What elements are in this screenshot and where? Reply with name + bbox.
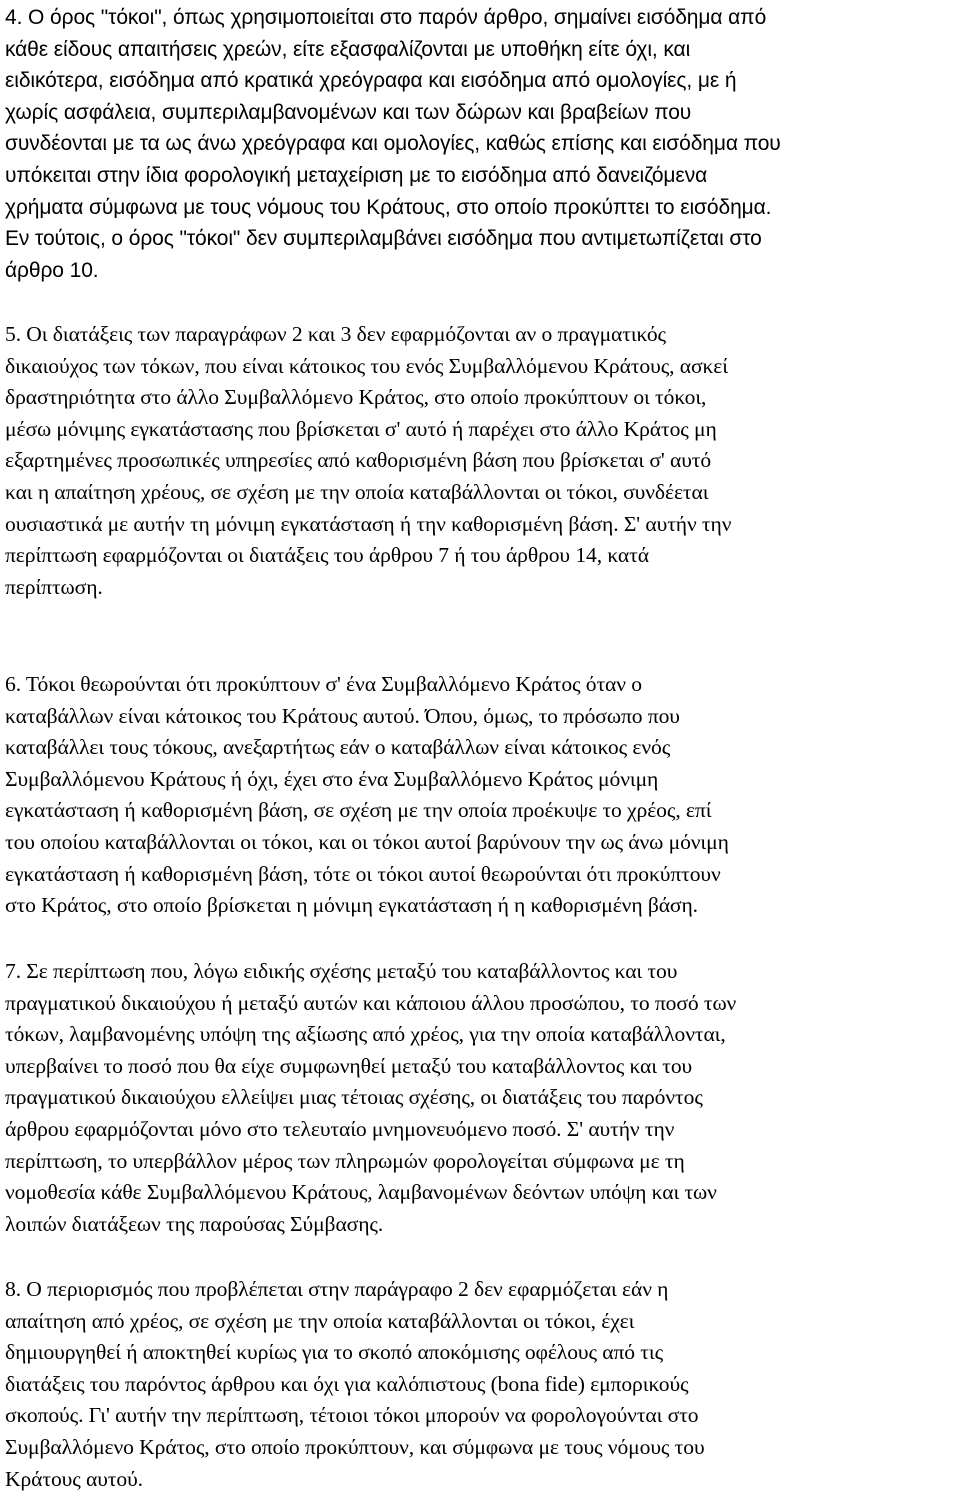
text-line: ειδικότερα, εισόδημα από κρατικά χρεόγραφα και εισόδημα από ομολογίες, με ή xyxy=(5,69,737,93)
paragraph-6 xyxy=(5,669,955,922)
text-line: εξαρτημένες προσωπικές υπηρεσίες από καθορισμένη βάση που βρίσκεται σ' αυτό xyxy=(5,448,712,473)
text-line: 5. Οι διατάξεις των παραγράφων 2 και 3 δεν εφαρμόζονται αν ο πραγματικός xyxy=(5,322,667,346)
text-line: 7. Σε περίπτωση που, λόγω ειδικής σχέσης μεταξύ του καταβάλλοντος και του xyxy=(5,959,678,983)
text-line: υπόκειται στην ίδια φορολογική μεταχείριση με το εισόδημα από δανειζόμενα xyxy=(5,163,708,187)
text-line: καταβάλλει τους τόκους, ανεξαρτήτως εάν ο καταβάλλων είναι κάτοικος ενός xyxy=(5,735,671,760)
text-line: σκοπούς. Γι' αυτήν την περίπτωση, τέτοιοι τόκοι μπορούν να φορολογούνται στο xyxy=(5,1403,699,1428)
text-line: στο Κράτος, στο οποίο βρίσκεται η μόνιμη εγκατάσταση ή η καθορισμένη βάση. xyxy=(5,893,698,918)
text-line: άρθρο 10. xyxy=(5,258,99,282)
text-line: 8. Ο περιορισμός που προβλέπεται στην παράγραφο 2 δεν εφαρμόζεται εάν η xyxy=(5,1277,669,1301)
text-line: νομοθεσία κάθε Συμβαλλόμενου Κράτους, λαμβανομένων δεόντων υπόψη και των xyxy=(5,1180,717,1205)
text-line: λοιπών διατάξεων της παρούσας Σύμβασης. xyxy=(5,1211,384,1236)
text-line: Εν τούτοις, ο όρος "τόκοι" δεν συμπεριλαμβάνει εισόδημα που αντιμετωπίζεται στο xyxy=(5,227,762,251)
text-line: περίπτωση εφαρμόζονται οι διατάξεις του άρθρου 7 ή του άρθρου 14, κατά xyxy=(5,543,649,568)
text-line: μέσω μόνιμης εγκατάστασης που βρίσκεται σ' αυτό ή παρέχει στο άλλο Κράτος μη xyxy=(5,416,717,441)
text-line: τόκων, λαμβανομένης υπόψη της αξίωσης από χρέος, για την οποία καταβάλλονται, xyxy=(5,1022,726,1047)
text-line: καταβάλλων είναι κάτοικος του Κράτους αυτού. Όπου, όμως, το πρόσωπο που xyxy=(5,703,680,728)
text-line: δικαιούχος των τόκων, που είναι κάτοικος του ενός Συμβαλλόμενου Κράτους, ασκεί xyxy=(5,353,728,378)
text-line: χρήματα σύμφωνα με τους νόμους του Κράτους, στο οποίο προκύπτει το εισόδημα. xyxy=(5,195,772,219)
text-line: κάθε είδους απαιτήσεις χρεών, είτε εξασφαλίζονται με υποθήκη είτε όχι, και xyxy=(5,37,691,61)
text-line: υπερβαίνει το ποσό που θα είχε συμφωνηθεί μεταξύ του καταβάλλοντος και του xyxy=(5,1053,693,1078)
text-line: και η απαίτηση χρέους, σε σχέση με την οποία καταβάλλονται οι τόκοι, συνδέεται xyxy=(5,479,709,504)
text-line: Κράτους αυτού. xyxy=(5,1466,143,1491)
text-line: δημιουργηθεί ή αποκτηθεί κυρίως για το σκοπό αποκόμισης οφέλους από τις xyxy=(5,1340,664,1365)
paragraph-5 xyxy=(5,319,955,603)
text-line: πραγματικού δικαιούχου ή μεταξύ αυτών και κάποιου άλλου προσώπου, το ποσό των xyxy=(5,990,737,1015)
text-line: ουσιαστικά με αυτήν τη μόνιμη εγκατάσταση ή την καθορισμένη βάση. Σ' αυτήν την xyxy=(5,511,732,536)
text-line: του οποίου καταβάλλονται οι τόκοι, και οι τόκοι αυτοί βαρύνουν την ως άνω μόνιμη xyxy=(5,829,729,854)
text-line: συνδέονται με τα ως άνω χρεόγραφα και ομολογίες, καθώς επίσης και εισόδημα που xyxy=(5,132,781,156)
text-line: περίπτωση. xyxy=(5,574,103,599)
text-line: άρθρου εφαρμόζονται μόνο στο τελευταίο μνημονευόμενο ποσό. Σ' αυτήν την xyxy=(5,1116,675,1141)
text-line: απαίτηση από χρέος, σε σχέση με την οποία καταβάλλονται οι τόκοι, έχει xyxy=(5,1308,635,1333)
paragraph-7 xyxy=(5,956,955,1240)
text-line: 4. Ο όρος "τόκοι", όπως χρησιμοποιείται στο παρόν άρθρο, σημαίνει εισόδημα από xyxy=(5,6,767,29)
paragraph-4 xyxy=(5,2,955,286)
text-line: πραγματικού δικαιούχου ελλείψει μιας τέτοιας σχέσης, οι διατάξεις του παρόντος xyxy=(5,1085,703,1110)
text-line: διατάξεις του παρόντος άρθρου και όχι για καλόπιστους (bona fide) εμπορικούς xyxy=(5,1371,689,1396)
text-line: Συμβαλλόμενο Κράτος, στο οποίο προκύπτουν, και σύμφωνα με τους νόμους του xyxy=(5,1434,705,1459)
text-line: δραστηριότητα στο άλλο Συμβαλλόμενο Κράτος, στο οποίο προκύπτουν οι τόκοι, xyxy=(5,385,707,410)
text-line: 6. Τόκοι θεωρούνται ότι προκύπτουν σ' ένα Συμβαλλόμενο Κράτος όταν ο xyxy=(5,672,642,696)
text-line: χωρίς ασφάλεια, συμπεριλαμβανομένων και των δώρων και βραβείων που xyxy=(5,100,692,124)
text-line: εγκατάσταση ή καθορισμένη βάση, τότε οι τόκοι αυτοί θεωρούνται ότι προκύπτουν xyxy=(5,861,721,886)
paragraph-8 xyxy=(5,1274,955,1495)
text-line: Συμβαλλόμενου Κράτους ή όχι, έχει στο ένα Συμβαλλόμενο Κράτος μόνιμη xyxy=(5,766,659,791)
text-line: περίπτωση, το υπερβάλλον μέρος των πληρωμών φορολογείται σύμφωνα με τη xyxy=(5,1148,685,1173)
text-line: εγκατάσταση ή καθορισμένη βάση, σε σχέση με την οποία προέκυψε το χρέος, επί xyxy=(5,798,712,823)
